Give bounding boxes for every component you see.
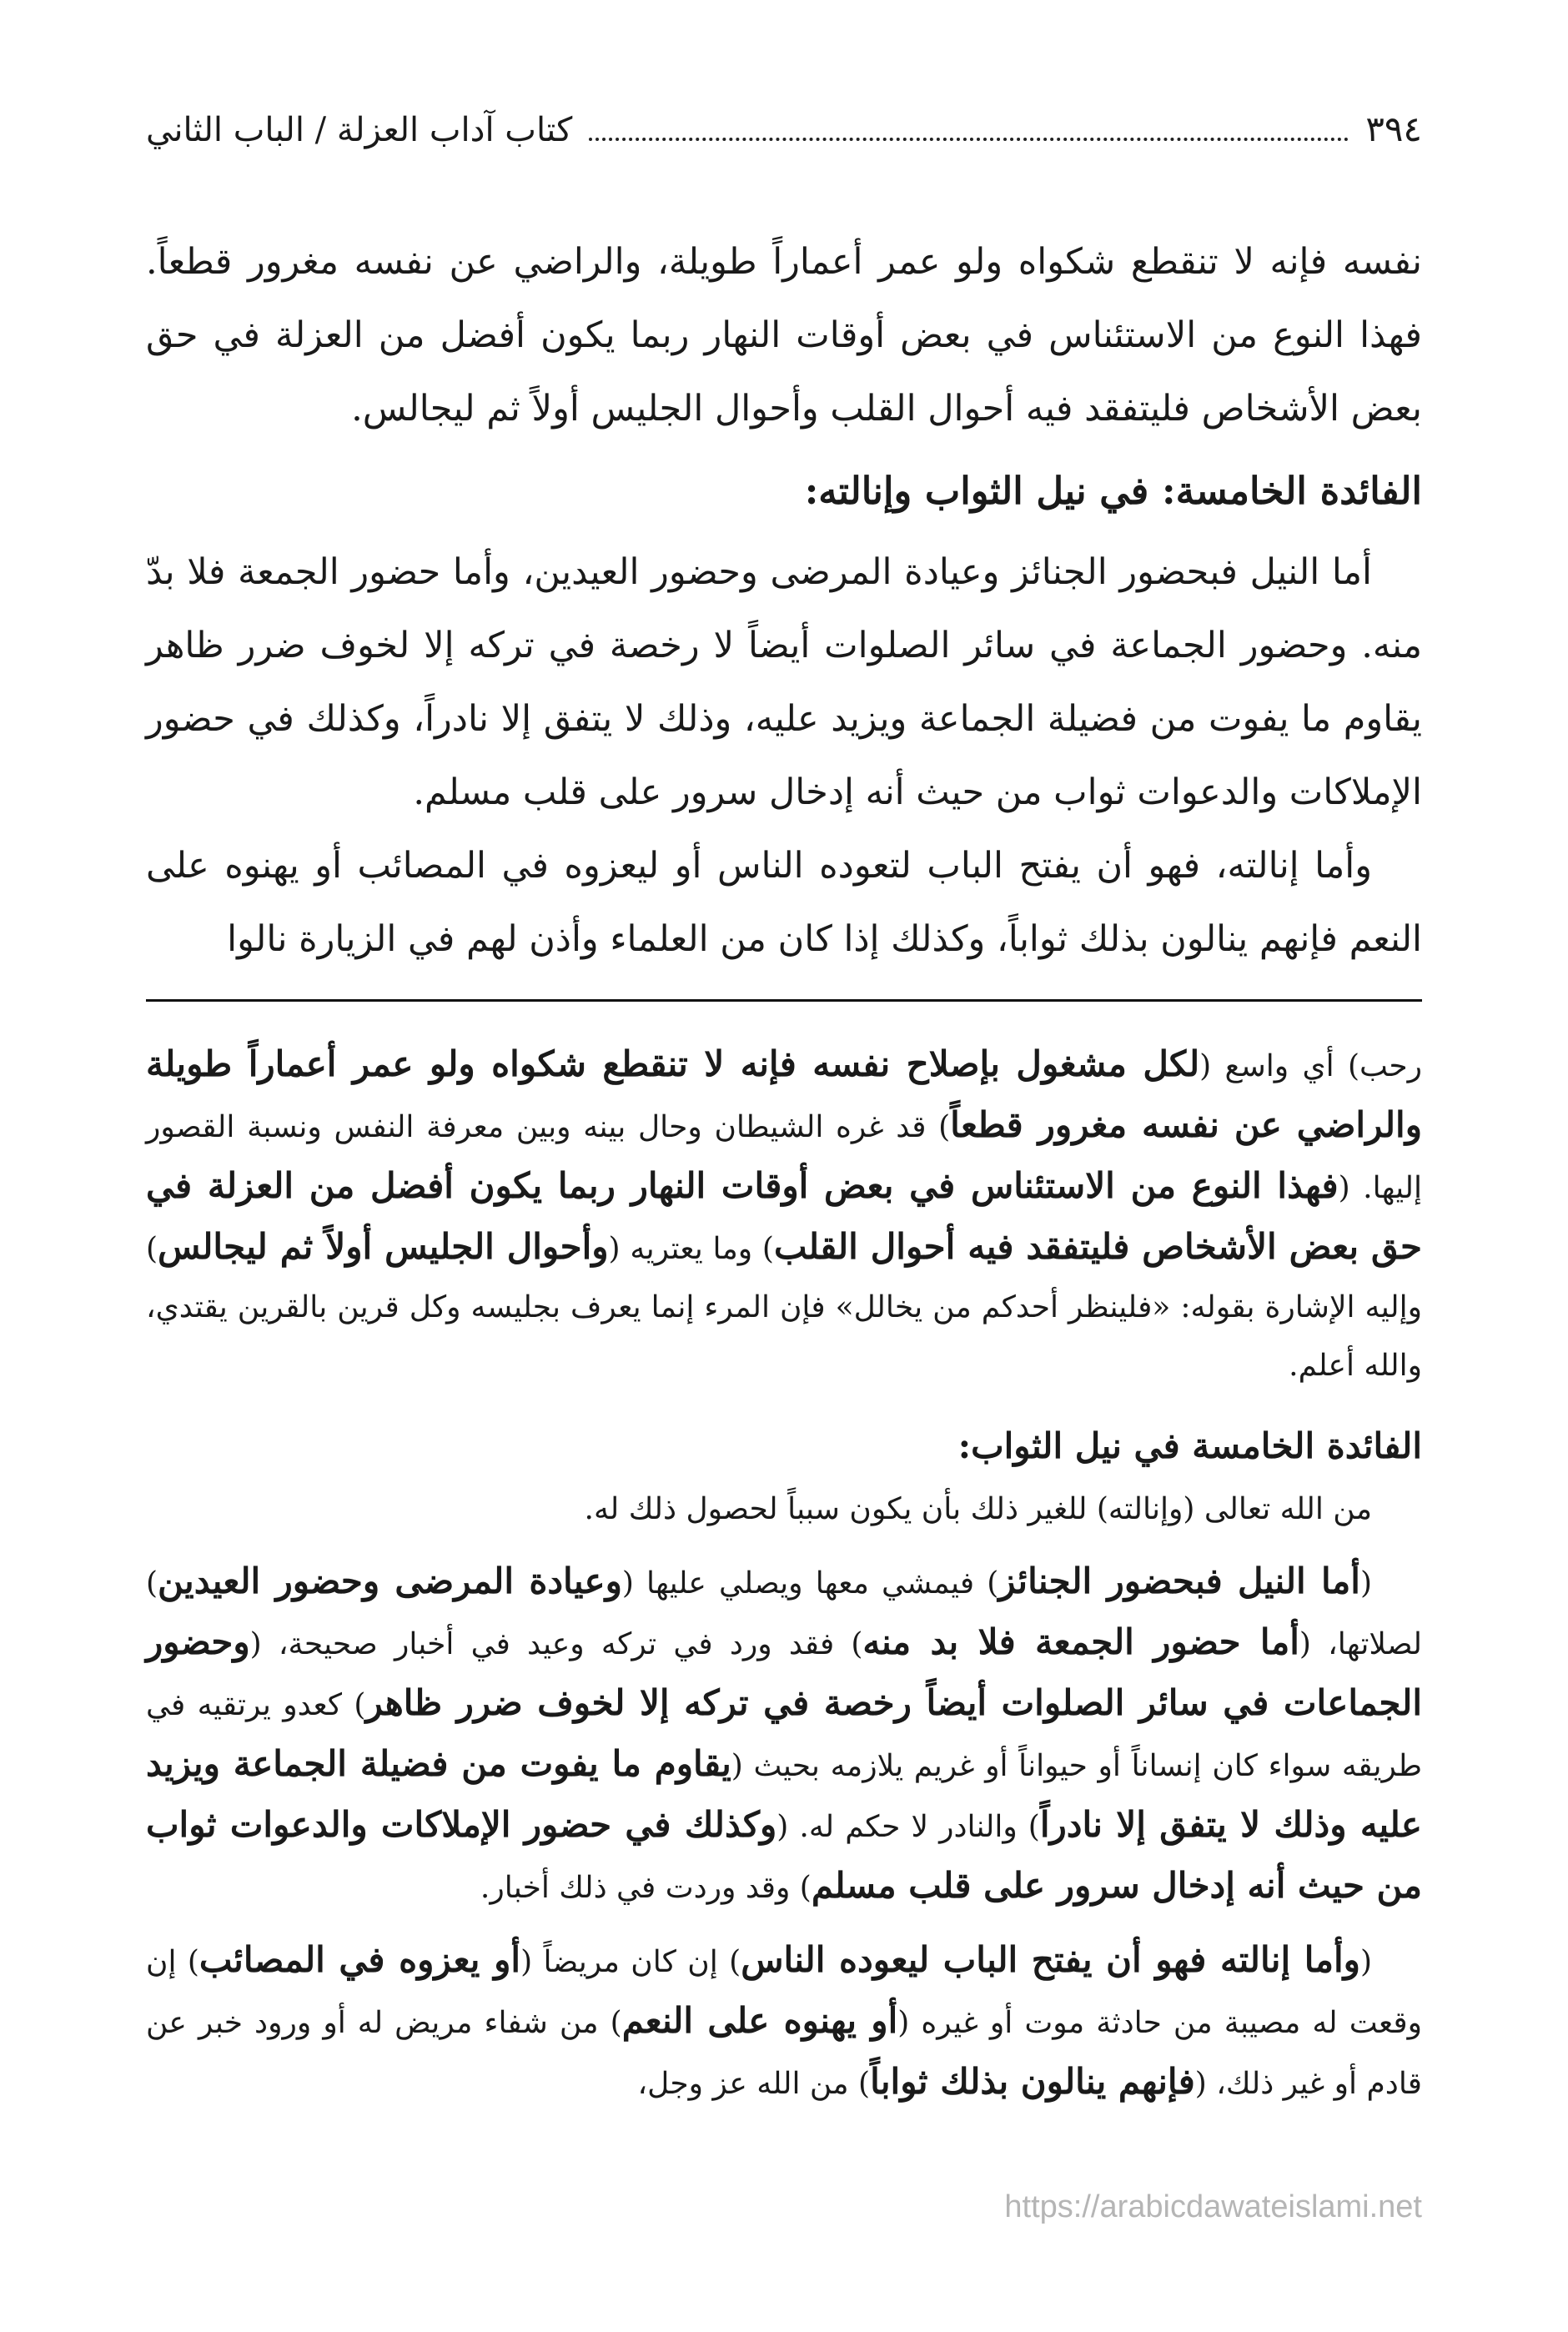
commentary-paragraph-2: من الله تعالى (وإنالته) للغير ذلك بأن يكون سبباً لحصول ذلك له. xyxy=(584,1492,1372,1526)
commentary-text: ) وما يعتريه ( xyxy=(608,1232,774,1266)
footnote-divider xyxy=(146,999,1422,1002)
main-text xyxy=(146,225,1422,976)
quoted-text: وعيادة المرضى وحضور العيدين xyxy=(158,1561,622,1601)
source-watermark: https://arabicdawateislami.net xyxy=(1004,2189,1422,2224)
commentary xyxy=(146,1035,1422,2113)
commentary-text: ( xyxy=(1359,1945,1373,1979)
quoted-text: أما حضور الجمعة فلا بد منه xyxy=(862,1621,1299,1662)
commentary-heading: الفائدة الخامسة في نيل الثواب: xyxy=(957,1425,1422,1466)
page-number: ٣٩٤ xyxy=(1365,108,1422,149)
quoted-text: لكل مشغول بإصلاح نفسه فإنه لا تنقطع شكواه ولو عمر أعماراً طويلة والراضي عن نفسه مغرور قطعاً xyxy=(146,1043,1422,1145)
quoted-text: وأما إنالته فهو أن يفتح الباب ليعوده الناس xyxy=(741,1939,1360,1980)
commentary-paragraph-3 xyxy=(146,1552,1422,1917)
commentary-text: ) لصلاتها، ( xyxy=(146,1566,1423,1661)
commentary-text: ) من الله عز وجل، xyxy=(637,2067,871,2101)
book-page xyxy=(146,108,1422,2127)
quoted-text: وأحوال الجليس أولاً ثم ليجالس xyxy=(158,1226,609,1267)
commentary-text: ) وقد وردت في ذلك أخبار. xyxy=(480,1871,812,1905)
running-header xyxy=(146,108,1422,167)
commentary-paragraph-1 xyxy=(146,1035,1422,1395)
quoted-text: وحضور الجماعات في سائر الصلوات أيضاً رخصة في تركه إلا لخوف ضرر ظاهر xyxy=(146,1621,1423,1723)
commentary-text: ) فيمشي معها ويصلي عليها ( xyxy=(621,1566,999,1601)
commentary-text: ) قد غره الشيطان وحال بينه وبين معرفة النفس ونسبة القصور إليها. ( xyxy=(146,1110,1423,1205)
main-paragraph-3: وأما إنالته، فهو أن يفتح الباب لتعوده الناس أو ليعزوه في المصائب أو يهنوه على النعم فإنهم ينالون بذلك ثواباً، وكذلك إذا كان من العلماء وأذن لهم في الزيارة نالوا xyxy=(146,845,1422,960)
commentary-text: ) كعدو يرتقيه في طريقه سواء كان إنساناً أو حيواناً أو غريم يلازمه بحيث ( xyxy=(146,1688,1422,1783)
quoted-text: أو يعزوه في المصائب xyxy=(199,1939,521,1980)
quoted-text: فهذا النوع من الاستئناس في بعض أوقات النهار ربما يكون أفضل من العزلة في حق بعض الأشخاص فليتفقد فيه أحوال القلب xyxy=(146,1165,1422,1267)
commentary-text: ) إن كان مريضاً ( xyxy=(520,1945,741,1979)
commentary-text: ) إن وقعت له مصيبة من حادثة موت أو غيره ( xyxy=(146,1945,1422,2040)
header-title: كتاب آداب العزلة / الباب الثاني xyxy=(146,111,573,149)
commentary-text: ) فقد ورد في تركه وعيد في أخبار صحيحة، ( xyxy=(249,1627,863,1661)
commentary-paragraph-4 xyxy=(146,1931,1422,2113)
quoted-text: يقاوم ما يفوت من فضيلة الجماعة ويزيد عليه وذلك لا يتفق إلا نادراً xyxy=(146,1743,1422,1845)
commentary-text: ) وإليه الإشارة بقوله: «فلينظر أحدكم من يخالل» فإن المرء إنما يعرف بجليسه وكل قرين بالقرين يقتدي، والله أعلم. xyxy=(146,1232,1422,1383)
section-heading: الفائدة الخامسة: في نيل الثواب وإنالته: xyxy=(804,469,1422,513)
quoted-text: وكذلك في حضور الإملاكات والدعوات ثواب من حيث أنه إدخال سرور على قلب مسلم xyxy=(146,1804,1422,1906)
quoted-text: فإنهم ينالون بذلك ثواباً xyxy=(870,2061,1195,2102)
commentary-text: ( xyxy=(1359,1566,1373,1601)
commentary-text: رحب) أي واسع ( xyxy=(1199,1049,1422,1083)
commentary-text: ) من شفاء مريض له أو ورود خبر عن قادم أو غير ذلك، ( xyxy=(146,2006,1422,2101)
quoted-text: أما النيل فبحضور الجنائز xyxy=(998,1561,1360,1601)
commentary-text: ) والنادر لا حكم له. ( xyxy=(776,1810,1040,1844)
quoted-text: أو يهنوه على النعم xyxy=(621,2000,898,2041)
main-paragraph-2: أما النيل فبحضور الجنائز وعيادة المرضى وحضور العيدين، وأما حضور الجمعة فلا بدّ منه. وحضور الجماعة في سائر الصلوات أيضاً لا رخصة في تركه إلا لخوف ضرر ظاهر يقاوم ما يفوت من فضيلة الجماعة ويزيد عليه، وذلك لا يتفق إلا نادراً، وكذلك في حضور الإملاكات والدعوات ثواب من حيث أنه إدخال سرور على قلب مسلم. xyxy=(146,551,1422,813)
main-paragraph-1: نفسه فإنه لا تنقطع شكواه ولو عمر أعماراً طويلة، والراضي عن نفسه مغرور قطعاً. فهذا النوع من الاستئناس في بعض أوقات النهار ربما يكون أفضل من العزلة في حق بعض الأشخاص فليتفقد فيه أحوال القلب وأحوال الجليس أولاً ثم ليجالس. xyxy=(146,241,1422,430)
header-leader-dots xyxy=(589,116,1349,141)
